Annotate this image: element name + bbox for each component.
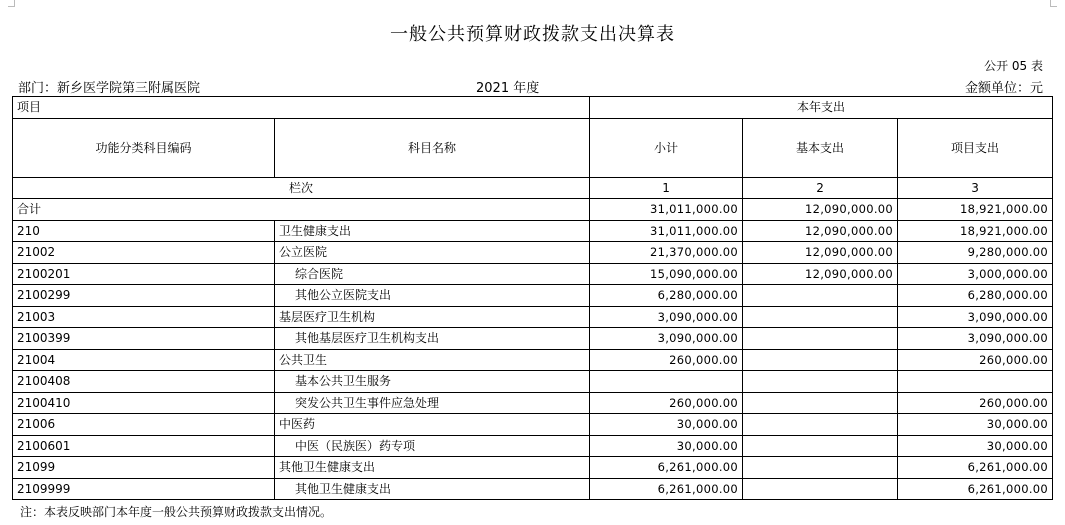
row-subtotal: 15,090,000.00: [590, 263, 743, 285]
row-project: 9,280,000.00: [898, 242, 1053, 264]
header-code: 功能分类科目编码: [13, 118, 275, 177]
row-subtotal: 3,090,000.00: [590, 328, 743, 350]
page-title: 一般公共预算财政拨款支出决算表: [390, 24, 675, 45]
row-name: 基本公共卫生服务: [275, 371, 590, 393]
header-project: 项目: [13, 97, 590, 119]
table-row: [13, 285, 1053, 307]
row-subtotal: 30,000.00: [590, 435, 743, 457]
row-code: 2100410: [13, 392, 275, 414]
row-subtotal: 31,011,000.00: [590, 220, 743, 242]
row-name: 中医药: [275, 414, 590, 436]
row-subtotal: 6,280,000.00: [590, 285, 743, 307]
table-row: [13, 414, 1053, 436]
table-row: [13, 392, 1053, 414]
row-basic: [743, 328, 898, 350]
row-subtotal: 21,370,000.00: [590, 242, 743, 264]
meta-row: [16, 77, 1043, 95]
table-row: [13, 263, 1053, 285]
table-row: [13, 349, 1053, 371]
row-basic: [743, 349, 898, 371]
row-project: 260,000.00: [898, 349, 1053, 371]
row-code: 21004: [13, 349, 275, 371]
row-project: 18,921,000.00: [898, 220, 1053, 242]
row-basic: 12,090,000.00: [743, 220, 898, 242]
table-row: [13, 435, 1053, 457]
header-project-expense: 项目支出: [898, 118, 1053, 177]
row-basic: [743, 435, 898, 457]
row-code: 210: [13, 220, 275, 242]
row-basic: 12,090,000.00: [743, 242, 898, 264]
row-code: 21006: [13, 414, 275, 436]
year-label: 2021 年度: [476, 81, 540, 96]
row-subtotal: 6,261,000.00: [590, 478, 743, 500]
row-code: 21002: [13, 242, 275, 264]
row-basic: [743, 457, 898, 479]
row-project: 30,000.00: [898, 435, 1053, 457]
header-subtotal: 小计: [590, 118, 743, 177]
row-subtotal: 260,000.00: [590, 392, 743, 414]
row-basic: [743, 478, 898, 500]
header-basic: 基本支出: [743, 118, 898, 177]
row-subtotal: 6,261,000.00: [590, 457, 743, 479]
department-label: 部门：新乡医学院第三附属医院: [18, 81, 201, 96]
row-name: 卫生健康支出: [275, 220, 590, 242]
row-project: [898, 371, 1053, 393]
column-order-1: 1: [590, 177, 743, 199]
header-row-top: [13, 97, 1053, 119]
table-row: [13, 306, 1053, 328]
page-corner-mark-left: [8, 0, 15, 7]
table-row: [13, 220, 1053, 242]
column-order-label: 栏次: [13, 177, 590, 199]
row-name: 突发公共卫生事件应急处理: [275, 392, 590, 414]
row-code: 2100601: [13, 435, 275, 457]
table-row: [13, 328, 1053, 350]
table-row: [13, 371, 1053, 393]
table-row: [13, 457, 1053, 479]
row-basic: 12,090,000.00: [743, 263, 898, 285]
row-code: 2100201: [13, 263, 275, 285]
table-row: [13, 478, 1053, 500]
row-basic: [743, 285, 898, 307]
column-order-3: 3: [898, 177, 1053, 199]
row-code: 2100299: [13, 285, 275, 307]
header-row-columns: [13, 118, 1053, 177]
row-name: 其他基层医疗卫生机构支出: [275, 328, 590, 350]
row-name: 公共卫生: [275, 349, 590, 371]
row-subtotal: 260,000.00: [590, 349, 743, 371]
row-project: 260,000.00: [898, 392, 1053, 414]
form-number: 公开 05 表: [984, 59, 1043, 73]
unit-label: 金额单位：元: [964, 81, 1043, 96]
row-code: 2100399: [13, 328, 275, 350]
row-project: 3,090,000.00: [898, 328, 1053, 350]
row-subtotal: 3,090,000.00: [590, 306, 743, 328]
total-row: [13, 199, 1053, 221]
row-name: 公立医院: [275, 242, 590, 264]
row-name: 基层医疗卫生机构: [275, 306, 590, 328]
total-label: 合计: [13, 199, 590, 221]
row-project: 6,261,000.00: [898, 478, 1053, 500]
row-code: 21099: [13, 457, 275, 479]
row-basic: [743, 306, 898, 328]
column-order-2: 2: [743, 177, 898, 199]
header-current-expense: 本年支出: [590, 97, 1053, 119]
table-row: [13, 242, 1053, 264]
column-order-row: [13, 177, 1053, 199]
row-name: 其他卫生健康支出: [275, 478, 590, 500]
row-subtotal: 30,000.00: [590, 414, 743, 436]
row-code: 2100408: [13, 371, 275, 393]
row-project: 3,000,000.00: [898, 263, 1053, 285]
row-code: 21003: [13, 306, 275, 328]
row-project: 6,280,000.00: [898, 285, 1053, 307]
total-basic: 12,090,000.00: [743, 199, 898, 221]
row-code: 2109999: [13, 478, 275, 500]
row-project: 3,090,000.00: [898, 306, 1053, 328]
budget-table: [12, 96, 1053, 500]
row-name: 其他公立医院支出: [275, 285, 590, 307]
row-project: 6,261,000.00: [898, 457, 1053, 479]
row-basic: [743, 414, 898, 436]
row-name: 其他卫生健康支出: [275, 457, 590, 479]
total-project: 18,921,000.00: [898, 199, 1053, 221]
row-name: 中医（民族医）药专项: [275, 435, 590, 457]
total-subtotal: 31,011,000.00: [590, 199, 743, 221]
row-subtotal: [590, 371, 743, 393]
header-name: 科目名称: [275, 118, 590, 177]
row-name: 综合医院: [275, 263, 590, 285]
page-corner-mark-right: [1050, 0, 1057, 7]
row-basic: [743, 371, 898, 393]
row-project: 30,000.00: [898, 414, 1053, 436]
row-basic: [743, 392, 898, 414]
table-note: 注：本表反映部门本年度一般公共预算财政拨款支出情况。: [20, 505, 333, 519]
